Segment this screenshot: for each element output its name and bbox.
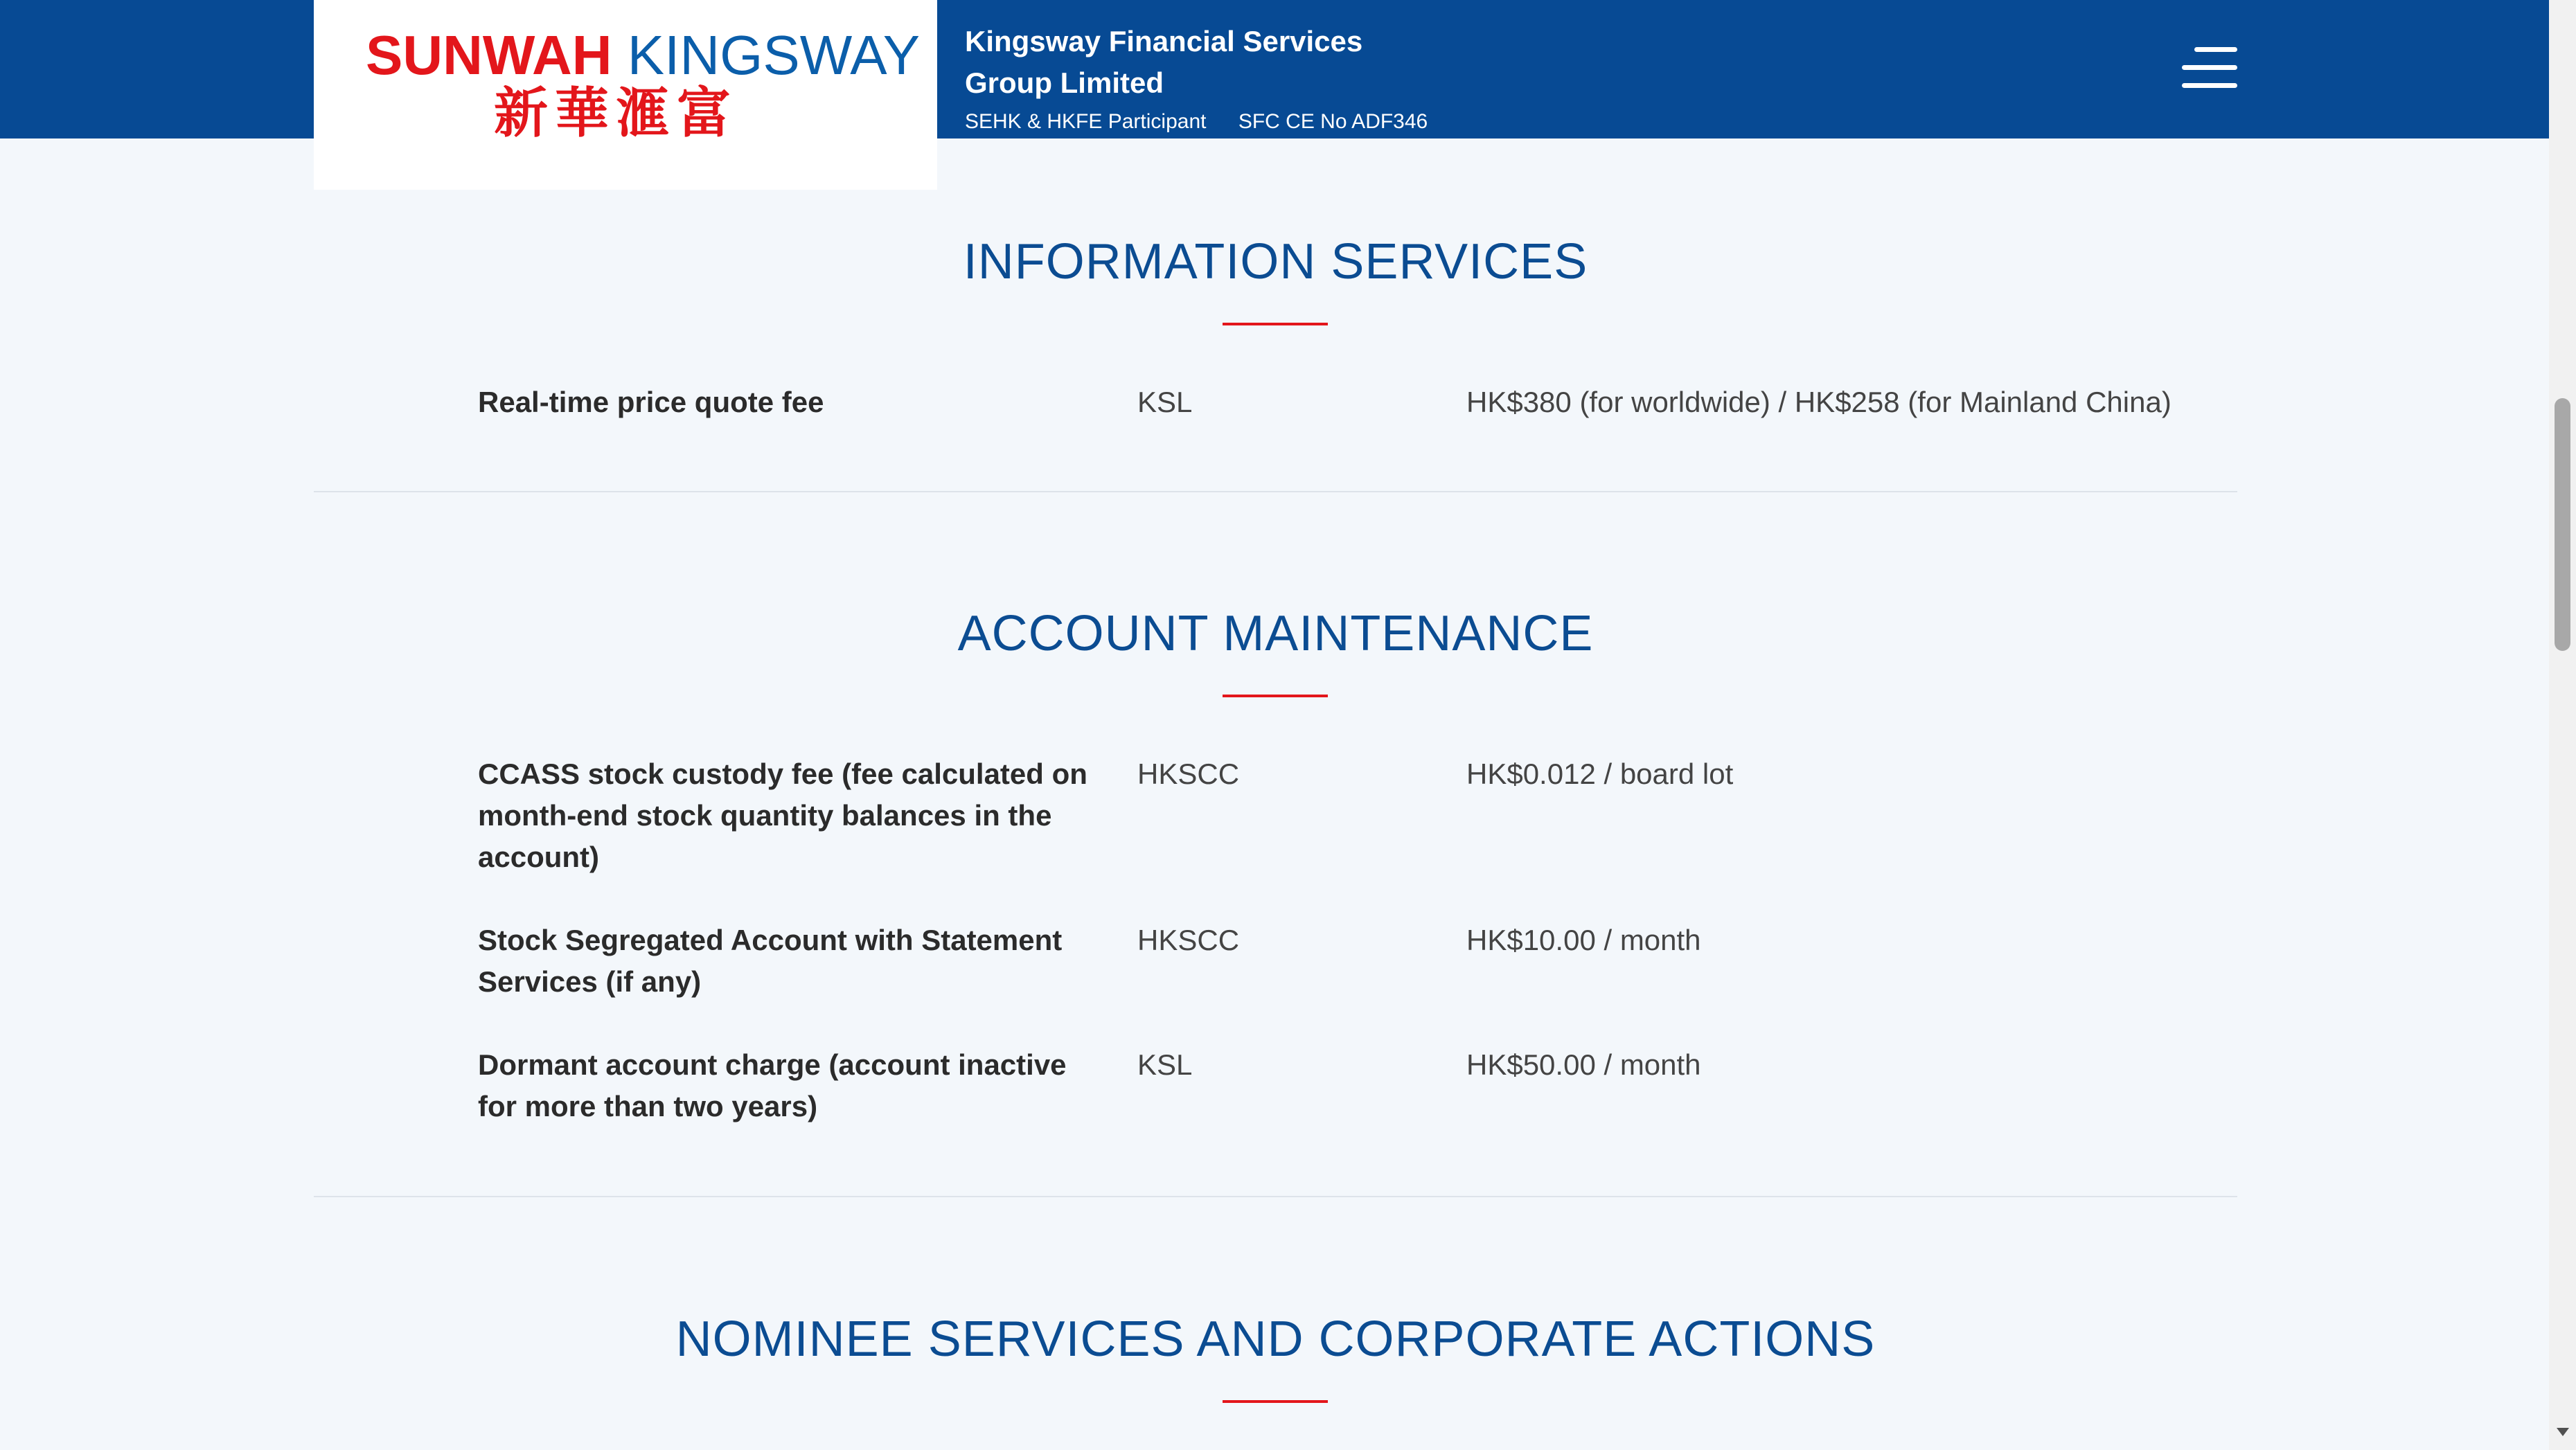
section-title-underline bbox=[1223, 695, 1328, 697]
participant-label: SEHK & HKFE Participant bbox=[965, 110, 1207, 133]
fee-amount: HK$50.00 / month bbox=[1466, 1048, 1701, 1081]
fee-charged-by: KSL bbox=[1137, 1048, 1193, 1081]
section-title-underline bbox=[1223, 1400, 1328, 1403]
company-registration bbox=[965, 109, 1428, 134]
company-info bbox=[965, 21, 1428, 134]
section-title-information-services: INFORMATION SERVICES bbox=[963, 234, 1588, 289]
fee-charged-by: KSL bbox=[1137, 386, 1193, 418]
company-name: Kingsway Financial Services Group Limited bbox=[965, 25, 1363, 99]
logo-wordmark bbox=[366, 22, 920, 89]
sfc-number-label: SFC CE No ADF346 bbox=[1238, 110, 1428, 133]
fee-charged-by: HKSCC bbox=[1137, 924, 1240, 956]
fee-amount: HK$0.012 / board lot bbox=[1466, 758, 1734, 790]
fee-amount: HK$380 (for worldwide) / HK$258 (for Mainland China) bbox=[1466, 386, 2171, 418]
scrollbar-thumb[interactable] bbox=[2555, 398, 2570, 651]
section-title-account-maintenance: ACCOUNT MAINTENANCE bbox=[957, 606, 1594, 661]
logo-sunwah-text: SUNWAH bbox=[366, 24, 612, 86]
fee-amount: HK$10.00 / month bbox=[1466, 924, 1701, 956]
section-title-nominee-services: NOMINEE SERVICES AND CORPORATE ACTIONS bbox=[675, 1312, 1876, 1367]
fee-item: Real-time price quote fee bbox=[478, 386, 824, 418]
fee-item: Dormant account charge (account inactive for more than two years) bbox=[478, 1048, 1067, 1122]
company-logo[interactable] bbox=[314, 0, 937, 190]
logo-chinese-text: 新華滙富 bbox=[494, 82, 738, 145]
fee-item: Stock Segregated Account with Statement Services (if any) bbox=[478, 924, 1063, 998]
logo-kingsway-text: KINGSWAY bbox=[627, 24, 921, 86]
vertical-scrollbar[interactable] bbox=[2549, 0, 2576, 1450]
section-divider bbox=[314, 1196, 2237, 1197]
section-title-underline bbox=[1223, 323, 1328, 325]
scroll-down-arrow-icon[interactable] bbox=[2557, 1428, 2569, 1436]
fee-item: CCASS stock custody fee (fee calculated on month-end stock quantity balances in the account) bbox=[478, 758, 1087, 873]
fee-charged-by: HKSCC bbox=[1137, 758, 1240, 790]
section-divider bbox=[314, 491, 2237, 492]
hamburger-menu-icon[interactable] bbox=[2182, 47, 2237, 89]
